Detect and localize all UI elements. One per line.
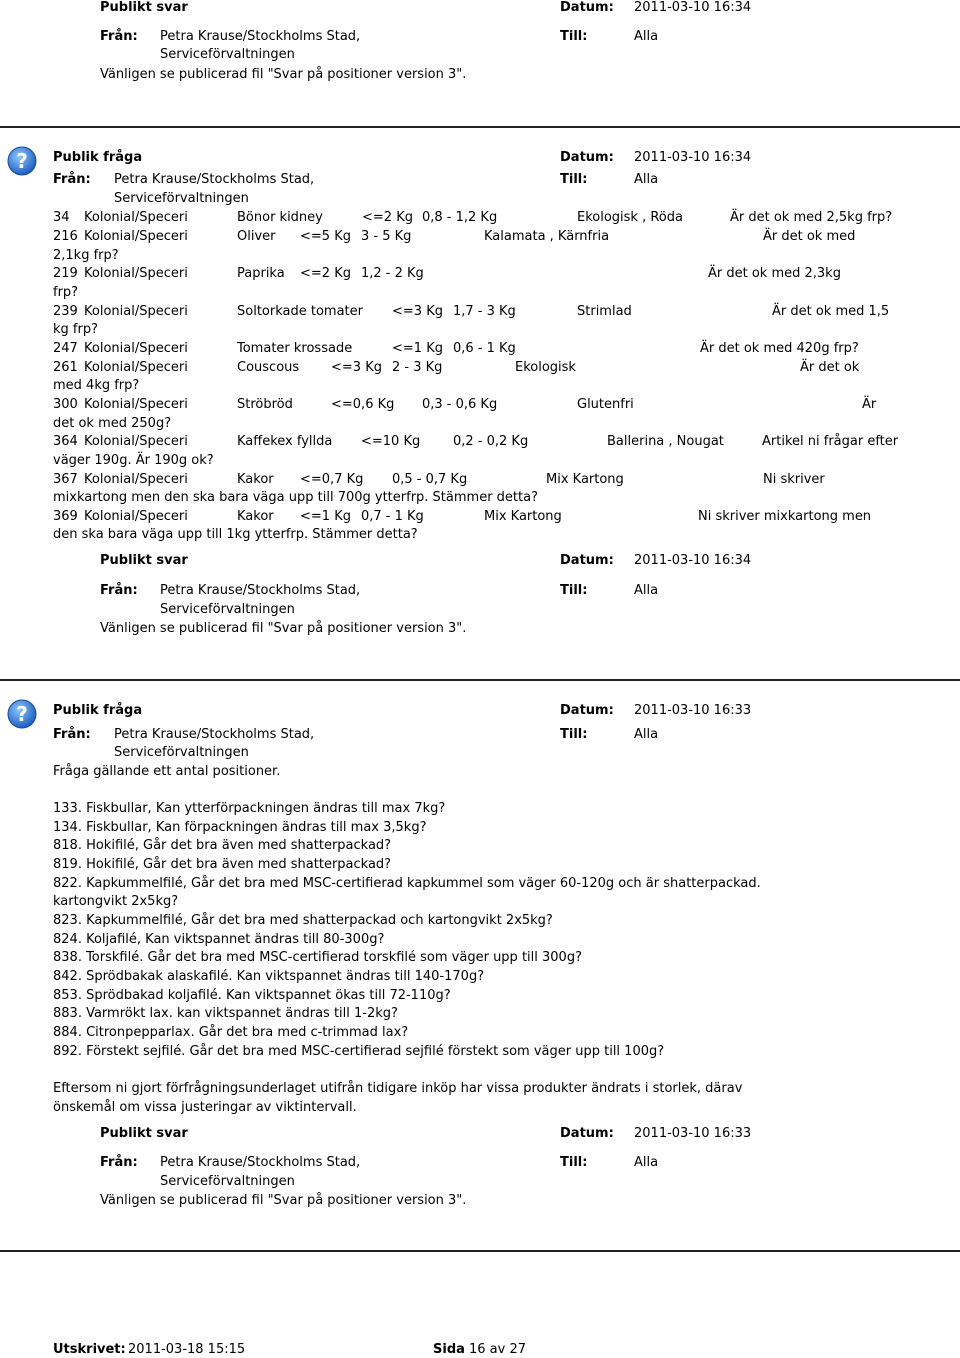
row-attributes: Kalamata , Kärnfria xyxy=(484,229,610,244)
row-number: 300 xyxy=(53,397,78,412)
page-number: 16 av 27 xyxy=(469,1342,527,1357)
from-sender: Petra Krause/Stockholms Stad, xyxy=(160,29,361,44)
row-category: Kolonial/Speceri xyxy=(84,229,188,244)
svg-text:?: ? xyxy=(16,149,28,173)
row-weight-range: 3 - 5 Kg xyxy=(361,229,412,244)
to-label: Till: xyxy=(560,727,588,742)
row-category: Kolonial/Speceri xyxy=(84,509,188,524)
row-question-cont: det ok med 250g? xyxy=(53,416,172,431)
date-label: Datum: xyxy=(560,0,614,15)
row-category: Kolonial/Speceri xyxy=(84,304,188,319)
answer-title: Publikt svar xyxy=(100,1126,188,1141)
row-question: Är det ok med xyxy=(763,229,856,244)
from-department: Serviceförvaltningen xyxy=(160,602,295,617)
row-attributes: Ekologisk , Röda xyxy=(577,210,683,225)
from-label: Från: xyxy=(53,727,91,742)
answer-title: Publikt svar xyxy=(100,0,188,15)
row-attributes: Ekologisk xyxy=(515,360,576,375)
from-sender: Petra Krause/Stockholms Stad, xyxy=(160,583,361,598)
row-attributes: Mix Kartong xyxy=(546,472,624,487)
row-number: 369 xyxy=(53,509,78,524)
printed-label: Utskrivet: xyxy=(53,1342,126,1357)
row-number: 216 xyxy=(53,229,78,244)
list-item: 823. Kapkummelfilé, Går det bra med shatterpackad och kartongvikt 2x5kg? xyxy=(53,913,553,928)
row-attributes: Glutenfri xyxy=(577,397,634,412)
divider xyxy=(0,679,960,681)
row-number: 34 xyxy=(53,210,70,225)
row-question: Är det ok med 1,5 xyxy=(772,304,890,319)
list-item: 822. Kapkummelfilé, Går det bra med MSC-certifierad kapkummel som väger 60-120g och är shatterpackad. xyxy=(53,876,761,891)
row-weight-range: 0,6 - 1 Kg xyxy=(453,341,516,356)
answer-date: 2011-03-10 16:33 xyxy=(634,1126,752,1141)
date-label: Datum: xyxy=(560,553,614,568)
row-product: Bönor kidney xyxy=(237,210,323,225)
row-attributes: Ballerina , Nougat xyxy=(607,434,724,449)
row-max-weight: <=2 Kg xyxy=(362,210,413,225)
row-category: Kolonial/Speceri xyxy=(84,472,188,487)
row-question-cont: med 4kg frp? xyxy=(53,378,140,393)
row-number: 367 xyxy=(53,472,78,487)
row-weight-range: 0,7 - 1 Kg xyxy=(361,509,424,524)
row-attributes: Strimlad xyxy=(577,304,632,319)
row-max-weight: <=0,7 Kg xyxy=(300,472,364,487)
row-max-weight: <=3 Kg xyxy=(331,360,382,375)
row-question-cont: mixkartong men den ska bara väga upp till 700g ytterfrp. Stämmer detta? xyxy=(53,490,538,505)
list-item: 892. Förstekt sejfilé. Går det bra med MSC-certifierad sejfilé förstekt som väger upp till 100g? xyxy=(53,1044,665,1059)
to-recipient: Alla xyxy=(634,727,659,742)
row-max-weight: <=1 Kg xyxy=(392,341,443,356)
row-weight-range: 1,2 - 2 Kg xyxy=(361,266,424,281)
answer-text: Vänligen se publicerad fil "Svar på positioner version 3". xyxy=(100,67,467,82)
row-product: Kakor xyxy=(237,472,274,487)
divider xyxy=(0,1250,960,1252)
row-max-weight: <=3 Kg xyxy=(392,304,443,319)
row-number: 239 xyxy=(53,304,78,319)
closing-text: Eftersom ni gjort förfrågningsunderlaget utifrån tidigare inköp har vissa produkter ändrats i storlek, därav xyxy=(53,1081,743,1096)
row-question: Artikel ni frågar efter xyxy=(762,434,899,449)
row-weight-range: 0,5 - 0,7 Kg xyxy=(392,472,468,487)
list-item: 883. Varmrökt lax. kan viktspannet ändras till 1-2kg? xyxy=(53,1006,398,1021)
to-label: Till: xyxy=(560,29,588,44)
to-label: Till: xyxy=(560,1155,588,1170)
row-question-cont: frp? xyxy=(53,285,79,300)
list-item: kartongvikt 2x5kg? xyxy=(53,894,179,909)
row-max-weight: <=10 Kg xyxy=(361,434,421,449)
row-max-weight: <=5 Kg xyxy=(300,229,351,244)
from-label: Från: xyxy=(100,1155,138,1170)
question-date: 2011-03-10 16:34 xyxy=(634,150,752,165)
to-recipient: Alla xyxy=(634,583,659,598)
row-weight-range: 0,3 - 0,6 Kg xyxy=(422,397,498,412)
row-product: Couscous xyxy=(237,360,300,375)
row-product: Soltorkade tomater xyxy=(237,304,363,319)
answer-date: 2011-03-10 16:34 xyxy=(634,553,752,568)
question-title: Publik fråga xyxy=(53,703,143,718)
row-question: Är xyxy=(862,397,877,412)
row-number: 247 xyxy=(53,341,78,356)
list-item: 134. Fiskbullar, Kan förpackningen ändras till max 3,5kg? xyxy=(53,820,427,835)
row-product: Oliver xyxy=(237,229,276,244)
row-category: Kolonial/Speceri xyxy=(84,397,188,412)
row-question: Är det ok xyxy=(800,360,860,375)
row-max-weight: <=1 Kg xyxy=(300,509,351,524)
date-label: Datum: xyxy=(560,703,614,718)
row-question: Ni skriver xyxy=(763,472,825,487)
row-product: Kaffekex fyllda xyxy=(237,434,333,449)
list-item: 818. Hokifilé, Går det bra även med shatterpackad? xyxy=(53,838,392,853)
list-item: 838. Torskfilé. Går det bra med MSC-certifierad torskfilé som väger upp till 300g? xyxy=(53,950,582,965)
row-category: Kolonial/Speceri xyxy=(84,210,188,225)
row-category: Kolonial/Speceri xyxy=(84,341,188,356)
row-weight-range: 0,8 - 1,2 Kg xyxy=(422,210,498,225)
from-department: Serviceförvaltningen xyxy=(114,745,249,760)
from-sender: Petra Krause/Stockholms Stad, xyxy=(114,727,315,742)
to-recipient: Alla xyxy=(634,172,659,187)
date-label: Datum: xyxy=(560,150,614,165)
list-item: 853. Sprödbakad koljafilé. Kan viktspannet ökas till 72-110g? xyxy=(53,988,451,1003)
question-intro: Fråga gällande ett antal positioner. xyxy=(53,764,281,779)
from-label: Från: xyxy=(100,29,138,44)
svg-text:?: ? xyxy=(16,702,28,726)
list-item: 842. Sprödbakak alaskafilé. Kan viktspannet ändras till 140-170g? xyxy=(53,969,485,984)
question-icon xyxy=(6,698,38,730)
row-weight-range: 1,7 - 3 Kg xyxy=(453,304,516,319)
row-max-weight: <=0,6 Kg xyxy=(331,397,395,412)
to-recipient: Alla xyxy=(634,29,659,44)
from-label: Från: xyxy=(100,583,138,598)
from-sender: Petra Krause/Stockholms Stad, xyxy=(160,1155,361,1170)
divider xyxy=(0,126,960,128)
row-weight-range: 0,2 - 0,2 Kg xyxy=(453,434,529,449)
answer-text: Vänligen se publicerad fil "Svar på positioner version 3". xyxy=(100,1193,467,1208)
to-label: Till: xyxy=(560,172,588,187)
list-item: 133. Fiskbullar, Kan ytterförpackningen ändras till max 7kg? xyxy=(53,801,446,816)
row-number: 261 xyxy=(53,360,78,375)
page-label: Sida xyxy=(433,1342,465,1357)
row-product: Kakor xyxy=(237,509,274,524)
from-department: Serviceförvaltningen xyxy=(160,1174,295,1189)
answer-title: Publikt svar xyxy=(100,553,188,568)
row-question: Är det ok med 2,3kg xyxy=(708,266,841,281)
row-question-cont: väger 190g. Är 190g ok? xyxy=(53,453,214,468)
from-sender: Petra Krause/Stockholms Stad, xyxy=(114,172,315,187)
row-weight-range: 2 - 3 Kg xyxy=(392,360,443,375)
list-item: 824. Koljafilé, Kan viktspannet ändras till 80-300g? xyxy=(53,932,385,947)
question-title: Publik fråga xyxy=(53,150,143,165)
question-icon xyxy=(6,145,38,177)
date-label: Datum: xyxy=(560,1126,614,1141)
answer-text: Vänligen se publicerad fil "Svar på positioner version 3". xyxy=(100,621,467,636)
row-number: 364 xyxy=(53,434,78,449)
row-product: Tomater krossade xyxy=(237,341,353,356)
row-max-weight: <=2 Kg xyxy=(300,266,351,281)
row-question: Ni skriver mixkartong men xyxy=(698,509,872,524)
list-item: 819. Hokifilé, Går det bra även med shatterpackad? xyxy=(53,857,392,872)
to-recipient: Alla xyxy=(634,1155,659,1170)
answer-date: 2011-03-10 16:34 xyxy=(634,0,752,15)
from-label: Från: xyxy=(53,172,91,187)
row-question: Är det ok med 420g frp? xyxy=(700,341,859,356)
row-question-cont: kg frp? xyxy=(53,322,98,337)
row-product: Ströbröd xyxy=(237,397,293,412)
list-item: 884. Citronpepparlax. Går det bra med c-trimmad lax? xyxy=(53,1025,409,1040)
question-date: 2011-03-10 16:33 xyxy=(634,703,752,718)
row-category: Kolonial/Speceri xyxy=(84,266,188,281)
row-category: Kolonial/Speceri xyxy=(84,434,188,449)
from-department: Serviceförvaltningen xyxy=(160,47,295,62)
closing-text: önskemål om vissa justeringar av viktintervall. xyxy=(53,1100,357,1115)
row-category: Kolonial/Speceri xyxy=(84,360,188,375)
from-department: Serviceförvaltningen xyxy=(114,191,249,206)
row-question-cont: 2,1kg frp? xyxy=(53,248,119,263)
row-question: Är det ok med 2,5kg frp? xyxy=(730,210,893,225)
row-product: Paprika xyxy=(237,266,285,281)
row-attributes: Mix Kartong xyxy=(484,509,562,524)
row-number: 219 xyxy=(53,266,78,281)
to-label: Till: xyxy=(560,583,588,598)
printed-date: 2011-03-18 15:15 xyxy=(128,1342,246,1357)
row-question-cont: den ska bara väga upp till 1kg ytterfrp. Stämmer detta? xyxy=(53,527,418,542)
